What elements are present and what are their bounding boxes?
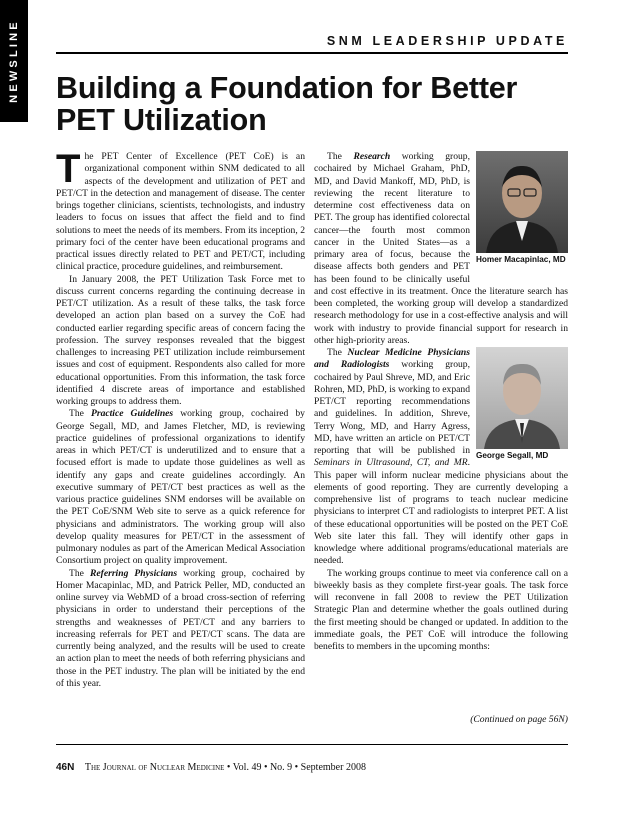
page-footer bbox=[56, 762, 366, 773]
portrait-image bbox=[476, 347, 568, 449]
section-header: SNM LEADERSHIP UPDATE bbox=[326, 34, 568, 48]
newsline-label: NEWSLINE bbox=[8, 19, 20, 103]
paragraph-intro: The PET Center of Excellence (PET CoE) is an organizational component within SNM dedicated to all aspects of the development and utilization of PET and PET/CT in the detection and management of disease. The center brings together clinicians, scientists, technologists, and industry leaders to focus on issues that affect the field and to find solutions to meet the needs of its members. From its inception, 2 primary foci of the center have been educational programs and practical issues directly related to PET and PET/CT, including clinical practice, procedure guidelines, and reimbursement. bbox=[56, 147, 305, 273]
photo-caption: Homer Macapinlac, MD bbox=[476, 255, 566, 264]
newsline-tab bbox=[0, 0, 28, 122]
column-right bbox=[314, 151, 568, 653]
article-title: Building a Foundation for Better PET Utilization bbox=[56, 71, 518, 137]
page-number: 46N bbox=[56, 762, 75, 773]
footer-rule bbox=[56, 744, 568, 745]
photo-homer-macapinlac bbox=[476, 151, 568, 277]
paragraph-practice-guidelines: The Practice Guidelines working group, cochaired by George Segall, MD, and James Fletcher, MD, is reviewing practice guidelines of professional organizations to identify areas in which PET/CT is underutilized and to ensure that a focused effort is made to update those guidelines as well as identify any gaps and create guidelines accordingly. An executive summary of PET/CT best practices as well as the various practice guidelines SNM endorses will be available on the PET CoE/SNM Web site to serve as a quick reference for physicians and administrators. The working group will also develop quality measures for PET/CT in the assessment of pulmonary nodules as part of the American Medical Association Consortium project on quality improvement. bbox=[56, 408, 305, 567]
paragraph-referring-physicians: The Referring Physicians working group, cochaired by Homer Macapinlac, MD, and Patrick Peller, MD, conducted an online survey via WebMD of a broad cross-section of referring physicians in order to understand their perceptions of the strengths and weaknesses of PET/CT and any barriers to increasing referrals for PET and PET/CT scans. The data are currently being analyzed, and the results will be used to create an action plan to meet the needs of both referring physicians and those in the PET industry. The plan will be initiated by the end of this year. bbox=[56, 567, 305, 689]
paragraph-research: The Research working group, cochaired by Michael Graham, PhD, MD, and David Mankoff, MD, PhD, is reviewing the recent literature to determine cost effectiveness data on PET. The group has identified colorectal cancer—the fourth most common cancer in the United States—as a primary area of focus, because the disease affects both genders and PET has been found to be clinically useful and cost effective in its treatment. Once the literature search has been completed, the working group will develop a standardized research methodology for use in a cost-effective analysis and will work with industry to provide financial support for research in other high-priority areas. bbox=[314, 151, 568, 346]
drop-cap: T bbox=[56, 147, 81, 191]
paragraph-nuclear-medicine: The Nuclear Medicine Physicians and Radiologists working group, cochaired by Paul Shreve, MD, and Eric Rohren, MD, PhD, is working to expand PET/CT reporting recommendations and guidelines. In addition, Shreve, Terry Wong, MD, and Harry Agress, MD, have written an article on PET/CT reporting that will be published in Seminars in Ultrasound, CT, and MR. This paper will inform nuclear medicine physicians about the elements of good reporting. They are currently developing a comprehensive list of programs to teach nuclear medicine physicians to interpret CT and radiologists to interpret PET. A list of these educational opportunities will be posted on the PET CoE Web site later this fall. They will identify other gaps in knowledge where additional programs/educational materials are needed. bbox=[314, 347, 568, 567]
header-rule bbox=[56, 52, 568, 54]
column-left bbox=[56, 147, 305, 690]
photo-george-segall bbox=[476, 347, 568, 463]
journal-name: The Journal of Nuclear Medicine bbox=[84, 762, 225, 773]
paragraph-working-groups: The working groups continue to meet via conference call on a biweekly basis as they complete first-year goals. The task force will reconvene in fall 2008 to review the PET Utilization Strategic Plan and determine whether the goals outlined during the first meeting should be changed or updated. In addition to the immediate goals, the PET CoE will introduce the following benefits to members in the upcoming months: bbox=[314, 567, 568, 652]
paragraph-task-force: In January 2008, the PET Utilization Task Force met to discuss current concerns regarding the continuing decrease in PET/CT utilization. As a result of these talks, the task force developed an action plan based on a survey the CoE had conducted earlier regarding specific areas of concern facing the profession. The survey responses revealed that the biggest challenges to increasing PET utilization include reimbursement issues and cost of equipment. Respondents also called for more educational opportunities. From this information, the task force identified 4 discrete areas of importance and established working groups to address them. bbox=[56, 273, 305, 407]
continued-note: (Continued on page 56N) bbox=[470, 714, 568, 725]
issue-info: • Vol. 49 • No. 9 • September 2008 bbox=[226, 762, 366, 773]
photo-caption: George Segall, MD bbox=[476, 451, 549, 460]
portrait-image bbox=[476, 151, 568, 253]
